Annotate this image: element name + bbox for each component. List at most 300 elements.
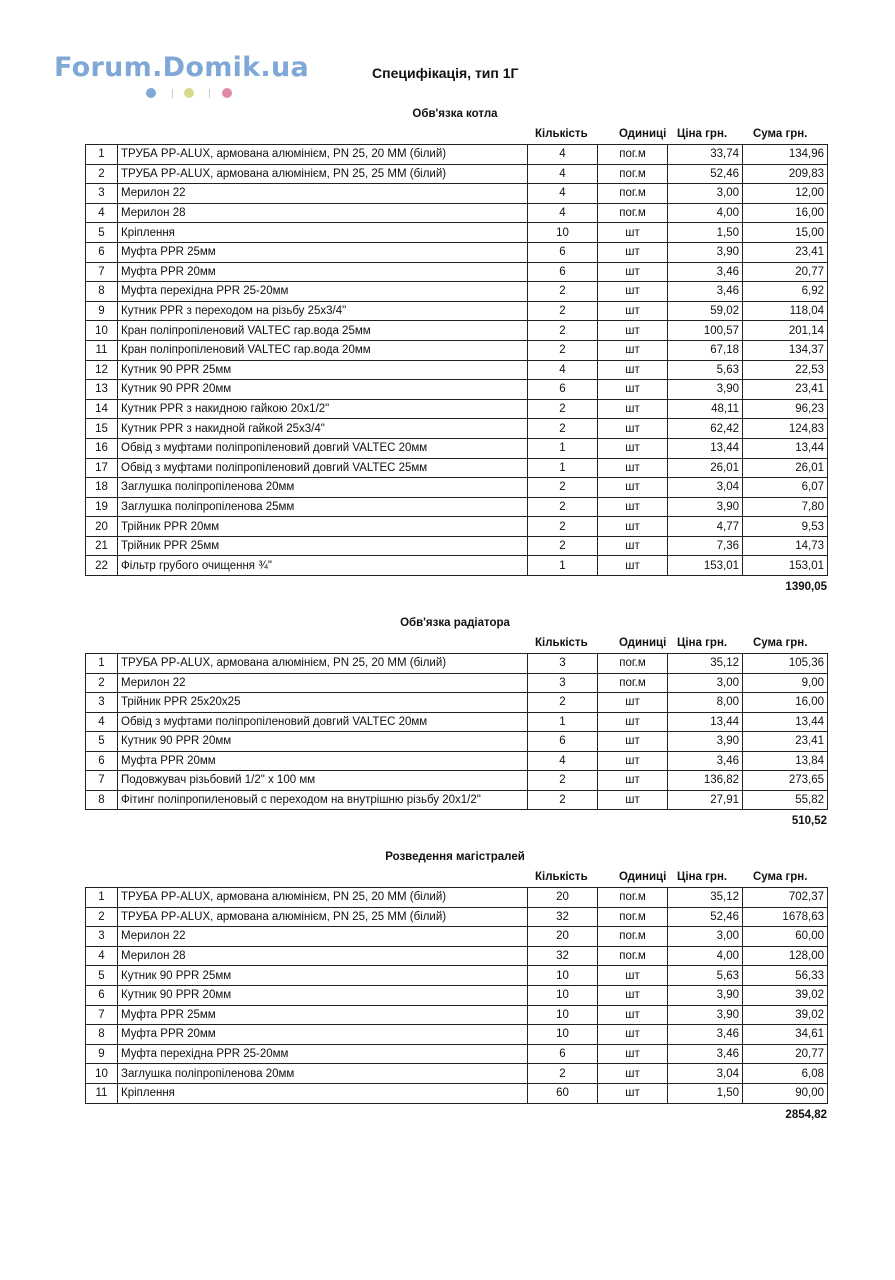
- cell-price: 5,63: [668, 966, 743, 986]
- cell-name: Кутник 90 PPR 20мм: [118, 732, 528, 752]
- cell-qty: 2: [528, 419, 598, 439]
- cell-price: 3,46: [668, 262, 743, 282]
- cell-qty: 6: [528, 242, 598, 262]
- cell-name: Кутник 90 PPR 20мм: [118, 380, 528, 400]
- column-header-unit: Одиниці: [619, 871, 667, 883]
- cell-qty: 2: [528, 301, 598, 321]
- cell-price: 1,50: [668, 223, 743, 243]
- cell-qty: 2: [528, 790, 598, 810]
- cell-unit: шт: [598, 262, 668, 282]
- cell-qty: 2: [528, 1064, 598, 1084]
- cell-sum: 12,00: [743, 184, 828, 204]
- cell-sum: 153,01: [743, 556, 828, 576]
- table-row: [86, 203, 828, 223]
- table-row: [86, 1083, 828, 1103]
- cell-unit: шт: [598, 732, 668, 752]
- section-caption: Обв'язка котла: [412, 108, 498, 120]
- cell-name: Кран поліпропіленовий VALTEC гар.вода 20мм: [118, 340, 528, 360]
- column-header-price: Ціна грн.: [677, 128, 728, 140]
- cell-unit: шт: [598, 556, 668, 576]
- cell-qty: 2: [528, 321, 598, 341]
- cell-qty: 6: [528, 1044, 598, 1064]
- table-row: [86, 223, 828, 243]
- cell-price: 3,00: [668, 673, 743, 693]
- table-row: [86, 927, 828, 947]
- cell-qty: 10: [528, 1025, 598, 1045]
- table-row: [86, 517, 828, 537]
- logo-text: Forum.Domik.ua: [54, 52, 310, 83]
- cell-sum: 15,00: [743, 223, 828, 243]
- cell-no: 12: [86, 360, 118, 380]
- cell-qty: 32: [528, 907, 598, 927]
- table-row: [86, 380, 828, 400]
- cell-no: 2: [86, 907, 118, 927]
- cell-qty: 2: [528, 478, 598, 498]
- cell-unit: шт: [598, 497, 668, 517]
- cell-name: Кріплення: [118, 1083, 528, 1103]
- table-row: [86, 438, 828, 458]
- cell-qty: 2: [528, 282, 598, 302]
- section-caption: Обв'язка радіатора: [400, 617, 510, 629]
- cell-name: Трійник PPR 25мм: [118, 536, 528, 556]
- cell-price: 3,46: [668, 1025, 743, 1045]
- cell-unit: пог.м: [598, 946, 668, 966]
- table-row: [86, 985, 828, 1005]
- cell-unit: шт: [598, 693, 668, 713]
- cell-qty: 10: [528, 966, 598, 986]
- table-row: [86, 771, 828, 791]
- cell-qty: 2: [528, 340, 598, 360]
- cell-unit: шт: [598, 1083, 668, 1103]
- cell-price: 13,44: [668, 438, 743, 458]
- column-header-qty: Кількість: [535, 871, 588, 883]
- cell-sum: 20,77: [743, 262, 828, 282]
- table-row: [86, 732, 828, 752]
- cell-no: 11: [86, 1083, 118, 1103]
- cell-price: 27,91: [668, 790, 743, 810]
- logo-dot-blue: [146, 88, 156, 98]
- table-row: [86, 145, 828, 165]
- cell-sum: 96,23: [743, 399, 828, 419]
- cell-qty: 32: [528, 946, 598, 966]
- cell-sum: 9,53: [743, 517, 828, 537]
- cell-sum: 6,07: [743, 478, 828, 498]
- cell-name: Кутник 90 PPR 25мм: [118, 360, 528, 380]
- cell-sum: 23,41: [743, 242, 828, 262]
- cell-name: Муфта PPR 20мм: [118, 262, 528, 282]
- cell-no: 8: [86, 282, 118, 302]
- cell-sum: 22,53: [743, 360, 828, 380]
- table-row: [86, 497, 828, 517]
- table-row: [86, 321, 828, 341]
- cell-sum: 39,02: [743, 985, 828, 1005]
- cell-sum: 9,00: [743, 673, 828, 693]
- cell-unit: шт: [598, 1025, 668, 1045]
- logo-dot-yellow: [184, 88, 194, 98]
- cell-name: Заглушка поліпропіленова 20мм: [118, 478, 528, 498]
- table-row: [86, 1005, 828, 1025]
- cell-no: 1: [86, 654, 118, 674]
- cell-sum: 134,37: [743, 340, 828, 360]
- table-row: [86, 712, 828, 732]
- cell-qty: 4: [528, 184, 598, 204]
- cell-sum: 13,84: [743, 751, 828, 771]
- cell-no: 22: [86, 556, 118, 576]
- cell-sum: 16,00: [743, 693, 828, 713]
- cell-sum: 6,08: [743, 1064, 828, 1084]
- cell-price: 7,36: [668, 536, 743, 556]
- spec-table: [85, 144, 828, 576]
- cell-unit: шт: [598, 536, 668, 556]
- table-row: [86, 262, 828, 282]
- cell-price: 3,90: [668, 985, 743, 1005]
- table-row: [86, 751, 828, 771]
- cell-no: 3: [86, 184, 118, 204]
- table-row: [86, 654, 828, 674]
- cell-price: 4,77: [668, 517, 743, 537]
- cell-no: 6: [86, 751, 118, 771]
- cell-sum: 55,82: [743, 790, 828, 810]
- cell-name: Муфта перехідна PPR 25-20мм: [118, 1044, 528, 1064]
- table-row: [86, 966, 828, 986]
- cell-qty: 6: [528, 380, 598, 400]
- cell-name: Муфта перехідна PPR 25-20мм: [118, 282, 528, 302]
- cell-qty: 3: [528, 673, 598, 693]
- cell-name: Кутник PPR з накидной гайкой 25х3/4": [118, 419, 528, 439]
- section-caption: Розведення магістралей: [385, 851, 525, 863]
- cell-name: Муфта PPR 20мм: [118, 1025, 528, 1045]
- cell-sum: 134,96: [743, 145, 828, 165]
- cell-no: 3: [86, 693, 118, 713]
- cell-unit: шт: [598, 1044, 668, 1064]
- cell-no: 11: [86, 340, 118, 360]
- cell-sum: 34,61: [743, 1025, 828, 1045]
- cell-price: 3,90: [668, 1005, 743, 1025]
- table-row: [86, 1025, 828, 1045]
- cell-name: Трійник PPR 25х20х25: [118, 693, 528, 713]
- cell-unit: шт: [598, 380, 668, 400]
- cell-unit: шт: [598, 321, 668, 341]
- cell-name: Кран поліпропіленовий VALTEC гар.вода 25мм: [118, 321, 528, 341]
- cell-qty: 1: [528, 438, 598, 458]
- table-row: [86, 790, 828, 810]
- cell-price: 3,00: [668, 184, 743, 204]
- cell-unit: шт: [598, 458, 668, 478]
- cell-name: Мерилон 28: [118, 946, 528, 966]
- cell-unit: шт: [598, 438, 668, 458]
- cell-no: 19: [86, 497, 118, 517]
- cell-name: Мерилон 22: [118, 927, 528, 947]
- cell-no: 4: [86, 946, 118, 966]
- cell-unit: шт: [598, 399, 668, 419]
- cell-no: 5: [86, 732, 118, 752]
- cell-price: 100,57: [668, 321, 743, 341]
- cell-price: 62,42: [668, 419, 743, 439]
- cell-price: 13,44: [668, 712, 743, 732]
- cell-name: Кріплення: [118, 223, 528, 243]
- cell-price: 5,63: [668, 360, 743, 380]
- cell-price: 48,11: [668, 399, 743, 419]
- cell-name: Фільтр грубого очищення ¾": [118, 556, 528, 576]
- cell-price: 3,04: [668, 1064, 743, 1084]
- logo-tick: [172, 89, 173, 98]
- cell-qty: 4: [528, 145, 598, 165]
- column-header-sum: Сума грн.: [753, 871, 808, 883]
- column-header-sum: Сума грн.: [753, 637, 808, 649]
- cell-no: 4: [86, 203, 118, 223]
- cell-unit: пог.м: [598, 654, 668, 674]
- cell-price: 59,02: [668, 301, 743, 321]
- cell-name: Обвід з муфтами поліпропіленовий довгий VALTEC 20мм: [118, 712, 528, 732]
- cell-qty: 6: [528, 732, 598, 752]
- table-row: [86, 1044, 828, 1064]
- cell-price: 52,46: [668, 164, 743, 184]
- logo-dots: [146, 88, 246, 100]
- cell-no: 14: [86, 399, 118, 419]
- cell-name: ТРУБА PP-ALUX, армована алюмінієм, PN 25, 20 ММ (білий): [118, 888, 528, 908]
- cell-qty: 4: [528, 164, 598, 184]
- cell-name: Мерилон 28: [118, 203, 528, 223]
- cell-price: 136,82: [668, 771, 743, 791]
- document-title: Специфікація, тип 1Г: [372, 65, 519, 81]
- cell-no: 7: [86, 1005, 118, 1025]
- cell-sum: 128,00: [743, 946, 828, 966]
- table-row: [86, 360, 828, 380]
- cell-price: 3,04: [668, 478, 743, 498]
- cell-sum: 118,04: [743, 301, 828, 321]
- cell-price: 3,90: [668, 242, 743, 262]
- cell-no: 16: [86, 438, 118, 458]
- cell-unit: шт: [598, 301, 668, 321]
- cell-unit: пог.м: [598, 203, 668, 223]
- cell-sum: 273,65: [743, 771, 828, 791]
- cell-unit: шт: [598, 771, 668, 791]
- cell-unit: шт: [598, 282, 668, 302]
- cell-price: 67,18: [668, 340, 743, 360]
- cell-qty: 10: [528, 985, 598, 1005]
- table-row: [86, 340, 828, 360]
- cell-unit: пог.м: [598, 164, 668, 184]
- cell-name: Заглушка поліпропіленова 25мм: [118, 497, 528, 517]
- cell-no: 2: [86, 164, 118, 184]
- cell-name: Кутник PPR з накидною гайкою 20х1/2": [118, 399, 528, 419]
- cell-price: 26,01: [668, 458, 743, 478]
- cell-no: 9: [86, 301, 118, 321]
- cell-qty: 2: [528, 399, 598, 419]
- column-headers: [85, 128, 827, 144]
- cell-name: Мерилон 22: [118, 673, 528, 693]
- cell-qty: 4: [528, 203, 598, 223]
- cell-unit: пог.м: [598, 184, 668, 204]
- cell-no: 3: [86, 927, 118, 947]
- cell-qty: 1: [528, 712, 598, 732]
- cell-unit: шт: [598, 790, 668, 810]
- cell-unit: шт: [598, 478, 668, 498]
- cell-name: ТРУБА PP-ALUX, армована алюмінієм, PN 25, 25 ММ (білий): [118, 907, 528, 927]
- cell-price: 1,50: [668, 1083, 743, 1103]
- cell-unit: шт: [598, 419, 668, 439]
- cell-unit: шт: [598, 1064, 668, 1084]
- cell-name: Муфта PPR 25мм: [118, 1005, 528, 1025]
- table-row: [86, 556, 828, 576]
- cell-qty: 2: [528, 497, 598, 517]
- cell-sum: 105,36: [743, 654, 828, 674]
- column-header-unit: Одиниці: [619, 128, 667, 140]
- cell-name: ТРУБА PP-ALUX, армована алюмінієм, PN 25, 25 ММ (білий): [118, 164, 528, 184]
- column-header-sum: Сума грн.: [753, 128, 808, 140]
- cell-no: 10: [86, 1064, 118, 1084]
- cell-unit: шт: [598, 1005, 668, 1025]
- cell-price: 153,01: [668, 556, 743, 576]
- cell-name: Муфта PPR 25мм: [118, 242, 528, 262]
- cell-qty: 4: [528, 751, 598, 771]
- cell-no: 6: [86, 242, 118, 262]
- table-row: [86, 184, 828, 204]
- cell-sum: 1678,63: [743, 907, 828, 927]
- table-row: [86, 888, 828, 908]
- cell-name: Фітинг поліпропиленовый с переходом на внутрішню різьбу 20х1/2": [118, 790, 528, 810]
- cell-no: 20: [86, 517, 118, 537]
- cell-no: 21: [86, 536, 118, 556]
- cell-unit: шт: [598, 360, 668, 380]
- cell-qty: 6: [528, 262, 598, 282]
- cell-name: Мерилон 22: [118, 184, 528, 204]
- cell-unit: шт: [598, 223, 668, 243]
- cell-no: 7: [86, 262, 118, 282]
- cell-qty: 2: [528, 517, 598, 537]
- cell-price: 52,46: [668, 907, 743, 927]
- cell-sum: 13,44: [743, 712, 828, 732]
- table-row: [86, 693, 828, 713]
- column-header-price: Ціна грн.: [677, 871, 728, 883]
- cell-sum: 56,33: [743, 966, 828, 986]
- cell-name: Подовжувач різьбовий 1/2" х 100 мм: [118, 771, 528, 791]
- cell-qty: 20: [528, 927, 598, 947]
- cell-no: 10: [86, 321, 118, 341]
- logo-dot-pink: [222, 88, 232, 98]
- column-header-qty: Кількість: [535, 128, 588, 140]
- cell-no: 4: [86, 712, 118, 732]
- logo-tick: [209, 89, 210, 98]
- cell-sum: 39,02: [743, 1005, 828, 1025]
- cell-name: Обвід з муфтами поліпропіленовий довгий VALTEC 20мм: [118, 438, 528, 458]
- cell-sum: 90,00: [743, 1083, 828, 1103]
- cell-no: 9: [86, 1044, 118, 1064]
- table-row: [86, 282, 828, 302]
- spec-table: [85, 653, 828, 810]
- cell-price: 3,46: [668, 282, 743, 302]
- cell-no: 5: [86, 966, 118, 986]
- cell-qty: 10: [528, 223, 598, 243]
- cell-qty: 2: [528, 771, 598, 791]
- cell-qty: 10: [528, 1005, 598, 1025]
- cell-qty: 2: [528, 693, 598, 713]
- section-total: 510,52: [791, 815, 827, 827]
- forum-logo: [54, 52, 334, 102]
- cell-no: 18: [86, 478, 118, 498]
- cell-price: 35,12: [668, 888, 743, 908]
- table-row: [86, 1064, 828, 1084]
- cell-unit: пог.м: [598, 888, 668, 908]
- cell-price: 3,90: [668, 732, 743, 752]
- cell-price: 3,00: [668, 927, 743, 947]
- cell-sum: 20,77: [743, 1044, 828, 1064]
- cell-price: 8,00: [668, 693, 743, 713]
- column-header-qty: Кількість: [535, 637, 588, 649]
- column-header-price: Ціна грн.: [677, 637, 728, 649]
- cell-no: 1: [86, 888, 118, 908]
- cell-price: 3,46: [668, 1044, 743, 1064]
- cell-sum: 16,00: [743, 203, 828, 223]
- section-total: 1390,05: [785, 581, 827, 594]
- cell-no: 8: [86, 1025, 118, 1045]
- table-row: [86, 536, 828, 556]
- cell-name: Заглушка поліпропіленова 20мм: [118, 1064, 528, 1084]
- cell-name: Муфта PPR 20мм: [118, 751, 528, 771]
- cell-unit: шт: [598, 751, 668, 771]
- cell-unit: шт: [598, 242, 668, 262]
- cell-qty: 60: [528, 1083, 598, 1103]
- cell-price: 4,00: [668, 203, 743, 223]
- cell-unit: пог.м: [598, 907, 668, 927]
- section-total: 2854,82: [785, 1108, 827, 1121]
- cell-price: 3,90: [668, 380, 743, 400]
- cell-name: Кутник 90 PPR 25мм: [118, 966, 528, 986]
- cell-name: Трійник PPR 20мм: [118, 517, 528, 537]
- table-row: [86, 301, 828, 321]
- cell-unit: шт: [598, 340, 668, 360]
- table-row: [86, 242, 828, 262]
- cell-name: Кутник PPR з переходом на різьбу 25х3/4": [118, 301, 528, 321]
- cell-price: 3,46: [668, 751, 743, 771]
- cell-sum: 14,73: [743, 536, 828, 556]
- table-row: [86, 458, 828, 478]
- cell-no: 13: [86, 380, 118, 400]
- cell-qty: 1: [528, 556, 598, 576]
- cell-price: 4,00: [668, 946, 743, 966]
- spec-table: [85, 887, 828, 1104]
- cell-price: 33,74: [668, 145, 743, 165]
- cell-unit: пог.м: [598, 927, 668, 947]
- cell-no: 15: [86, 419, 118, 439]
- cell-price: 35,12: [668, 654, 743, 674]
- cell-no: 6: [86, 985, 118, 1005]
- cell-unit: шт: [598, 985, 668, 1005]
- cell-no: 5: [86, 223, 118, 243]
- cell-no: 1: [86, 145, 118, 165]
- cell-unit: шт: [598, 966, 668, 986]
- column-headers: [85, 871, 827, 887]
- cell-name: ТРУБА PP-ALUX, армована алюмінієм, PN 25, 20 ММ (білий): [118, 145, 528, 165]
- cell-name: ТРУБА PP-ALUX, армована алюмінієм, PN 25, 20 ММ (білий): [118, 654, 528, 674]
- cell-qty: 4: [528, 360, 598, 380]
- cell-unit: шт: [598, 712, 668, 732]
- table-row: [86, 907, 828, 927]
- cell-sum: 13,44: [743, 438, 828, 458]
- table-row: [86, 946, 828, 966]
- cell-sum: 7,80: [743, 497, 828, 517]
- cell-qty: 3: [528, 654, 598, 674]
- cell-qty: 20: [528, 888, 598, 908]
- cell-unit: пог.м: [598, 673, 668, 693]
- cell-unit: пог.м: [598, 145, 668, 165]
- table-row: [86, 164, 828, 184]
- cell-sum: 23,41: [743, 732, 828, 752]
- cell-sum: 23,41: [743, 380, 828, 400]
- cell-no: 17: [86, 458, 118, 478]
- cell-no: 2: [86, 673, 118, 693]
- table-row: [86, 478, 828, 498]
